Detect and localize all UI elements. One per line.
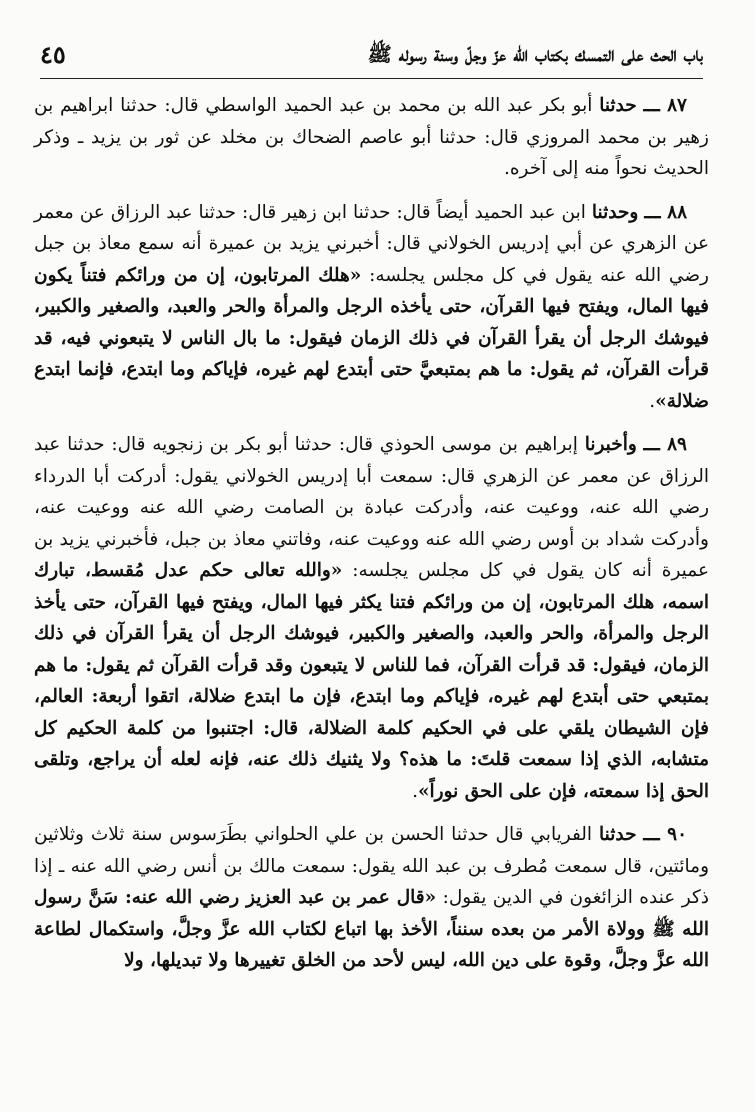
hadith-text xyxy=(34,819,709,977)
page-number: ٤٥ xyxy=(40,40,66,69)
hadith-quote: «والله تعالى حكم عدل مُقسط، تبارك اسمه، هلك المرتابون، إن من ورائكم فتنا يكثر فيها المال، ويفتح فيها القرآن، حتى يأخذ الرجل والمرأة، والحر والعبد، والصغير والكبير، فيوشك الرجل أن يقرأ القرآن في ذلك الزمان، فيقول: قد قرأت القرآن، فما للناس لا يتبعون وقد قرأت القرآن ثم يقول: ما هم بمتبعي حتى أبتدع لهم غيره، فإياكم وما ابتدع، فإن ما ابتدع ضلالة، اتقوا أربعة: العالم، فإن الشيطان يلقي على في الحكيم كلمة الضلالة، قال: اجتنبوا من كلمة الحكيم كل متشابه، الذي إذا سمعت قلتَ: ما هذه؟ ولا يثنيك ذلك عنه، فإنه لعله أن يراجع، وتلقى الحق إذا سمعته، فإن على الحق نوراً» xyxy=(34,560,709,802)
hadith-isnad: الفريابي قال حدثنا الحسن بن علي الحلواني بطَرَسوس سنة ثلاث وثلاثين ومائتين، قال سمعت مُطرف بن عبد الله يقول: سمعت مالك بن أنس رضي الله عنه ـ إذا ذكر عنده الزائغون في الدين يقول: xyxy=(34,824,709,908)
hadith-number: ٨٧ ـــ xyxy=(643,95,687,116)
chapter-title: باب الحث على التمسك بكتاب الله عزّ وجلّ وسنة رسوله ﷺ xyxy=(367,42,703,66)
hadith-isnad: إبراهيم بن موسى الحوذي قال: حدثنا أبو بكر بن زنجويه قال: حدثنا عبد الرزاق عن معمر عن الزهري قال: سمعت أبا إدريس الخولاني يقول: أدركت أبا الدرداء رضي الله عنه، ووعيت عنه، وأدركت عبادة بن الصامت رضي الله عنه ووعيت عنه، وأدركت شداد بن أوس رضي الله عنه ووعيت عنه، وفاتني معاذ بن جبل، فأخبرني يزيد بن عميرة أنه كان يقول في كل مجلس يجلسه: xyxy=(34,434,709,581)
hadith-isnad: ابن عبد الحميد أيضاً قال: حدثنا ابن زهير قال: حدثنا عبد الرزاق عن معمر عن الزهري عن أبي إدريس الخولاني قال: أخبرني يزيد بن عميرة أنه سمع معاذ بن جبل رضي الله عنه يقول في كل مجلس يجلسه: xyxy=(34,201,709,286)
hadith-quote: «قال عمر بن عبد العزيز رضي الله عنه: سَنَّ رسول الله ﷺ وولاة الأمر من بعده سنناً، الأخذ بها اتباع لكتاب الله عزَّ وجلَّ، واستكمال لطاعة الله عزَّ وجلَّ، وقوة على دين الله، ليس لأحد من الخلق تغييرها ولا تبديلها، ولا xyxy=(34,887,709,971)
hadith-number: ٨٨ ـــ xyxy=(644,201,688,223)
hadith-88 xyxy=(34,197,709,418)
hadith-tail: . xyxy=(412,780,418,802)
hadith-lead-word: حدثنا xyxy=(599,95,637,116)
hadith-lead-word: وحدثنا xyxy=(591,201,639,223)
hadith-number: ٩٠ ـــ xyxy=(643,824,688,845)
hadith-tail: . xyxy=(649,390,656,412)
hadith-text xyxy=(34,429,709,807)
hadith-89 xyxy=(34,429,709,807)
hadith-90 xyxy=(34,819,709,977)
hadith-isnad: أبو بكر عبد الله بن محمد بن عبد الحميد الواسطي قال: حدثنا ابراهيم بن زهير بن محمد المروزي قال: حدثنا أبو عاصم الضحاك بن مخلد عن ثور بن يزيد ـ وذكر الحديث نحواً منه إلى آخره. xyxy=(34,95,709,179)
page-body xyxy=(34,90,709,1112)
hadith-87 xyxy=(34,90,709,185)
hadith-quote: «هلك المرتابون، إن من ورائكم فتناً يكون فيها المال، ويفتح فيها القرآن، حتى يأخذه الرجل والمرأة والحر والعبد، والصغير والكبير، فيوشك الرجل أن يقرأ القرآن في ذلك الزمان فيقول: ما بال الناس لا يتبعوني فيه، قد قرأت القرآن، ثم يقول: ما هم بمتبعيَّ حتى أبتدع لهم غيره، فإياكم وما ابتدع، فإنما ابتدع ضلالة» xyxy=(34,264,709,412)
hadith-number: ٨٩ ـــ xyxy=(643,434,687,455)
hadith-lead-word: حدثنا xyxy=(598,824,637,845)
hadith-text xyxy=(34,90,709,185)
hadith-text xyxy=(34,197,709,418)
page-header xyxy=(40,34,703,79)
hadith-lead-word: وأخبرنا xyxy=(584,434,637,455)
